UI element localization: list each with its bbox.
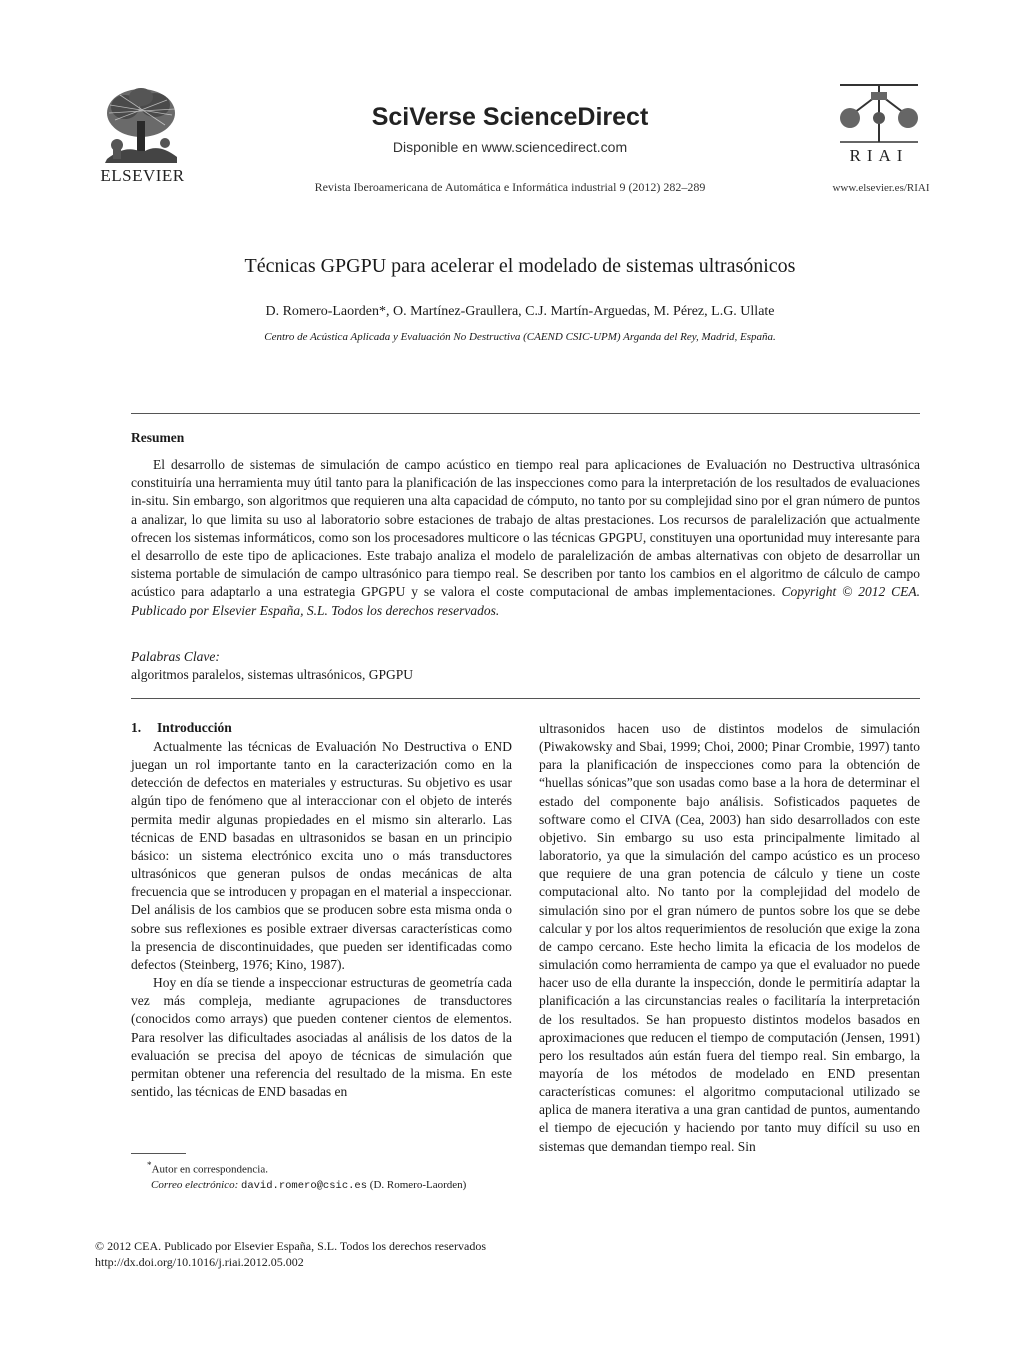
- paragraph: ultrasonidos hacen uso de distintos modelos de simulación (Piwakowsky and Sbai, 1999; Choi, 2000; Pinar Crombie, 1997) tanto para la planificación de inspecciones como para la obtención de “huellas sónicas”que son usadas como base a la hora de determinar el estado del componente bajo análisis. Sofisticados paquetes de software como el CIVA (Cea, 2003) han sido desarrollados con este objetivo. Sin embargo su uso esta principalmente limitado al laboratorio, ya que la simulación del campo acústico es un proceso que requiere de una gran potencia de cálculo y tiene un coste computacional alto. No tanto por la complejidad del modelo de simulación sino por el gran número de puntos sobre los que se debe calcular y por los altos requerimientos de resolución que exige la zona de campo cercano. Este hecho limita la eficacia de los modelos de simulación como herramienta de campo ya que el evaluador no puede hacer uso de ella durante la inspección, donde le permitiría adaptar la planificación a las circunstancias reales o facilitaría la interpretación de los resultados. Se han propuesto distintos modelos basados en aproximaciones que reducen el tiempo de computación (Jensen, 1991) pero los resultados aún están fuera del tiempo real. Sin embargo, la mayoría de los métodos de modelado en END presentan características comunes: el algoritmo computacional utilizado se aplica de manera iterativa a una gran cantidad de puntos, aumentando el tiempo de ejecución y haciendo por tanto muy difícil su uso en sistemas que demandan tiempo real. Sin: [539, 721, 920, 1154]
- email-label: Correo electrónico:: [151, 1178, 239, 1191]
- paragraph: Hoy en día se tiende a inspeccionar estructuras de geometría cada vez más compleja, mediante agrupaciones de transductores (conocidos como arrays) que pueden contener cientos de elementos. Para resolver las dificultades asociadas al análisis de los datos de la evaluación se precisa del apoyo de técnicas de simulación que permitan obtener una referencia del resultado de la misma. En este sentido, las técnicas de END basadas en: [131, 975, 512, 1099]
- section-title: Introducción: [157, 720, 232, 735]
- footnote: [131, 1158, 512, 1194]
- riai-logo: [836, 82, 922, 172]
- page-footer: [95, 1238, 486, 1270]
- keywords-values: algoritmos paralelos, sistemas ultrasónicos, GPGPU: [131, 667, 413, 682]
- author-affiliation: Centro de Acústica Aplicada y Evaluación No Destructiva (CAEND CSIC-UPM) Arganda del Rey, Madrid, España.: [264, 331, 776, 343]
- elsevier-tree-icon: [95, 85, 187, 165]
- abstract-body: [131, 456, 920, 620]
- abstract-copyright: Copyright © 2012 CEA. Publicado por Elsevier España, S.L. Todos los derechos reservados.: [131, 584, 920, 618]
- footer-copyright: © 2012 CEA. Publicado por Elsevier España, S.L. Todos los derechos reservados: [95, 1239, 486, 1253]
- divider-top: [131, 413, 920, 414]
- keywords-label: Palabras Clave:: [131, 649, 220, 664]
- paper-title: Técnicas GPGPU para acelerar el modelado de sistemas ultrasónicos: [244, 255, 796, 277]
- section-number: 1.: [131, 720, 142, 735]
- email-link[interactable]: david.romero@csic.es: [241, 1179, 368, 1192]
- elsevier-logo: [95, 85, 190, 187]
- email-owner: (D. Romero-Laorden): [369, 1178, 467, 1191]
- journal-citation: Revista Iberoamericana de Automática e Informática industrial 9 (2012) 282–289: [314, 180, 706, 194]
- platform-brand: SciVerse ScienceDirect: [371, 103, 649, 131]
- divider-bottom: [131, 698, 920, 699]
- section-heading: [131, 720, 232, 736]
- footnote-marker: *: [147, 1160, 152, 1170]
- riai-wordmark: RIAI: [849, 146, 909, 165]
- journal-url[interactable]: www.elsevier.es/RIAI: [832, 182, 930, 194]
- footnote-divider: [131, 1153, 186, 1154]
- footnote-correspondence: Autor en correspondencia.: [151, 1163, 268, 1176]
- author-list: D. Romero-Laorden*, O. Martínez-Graullera, C.J. Martín-Arguedas, M. Pérez, L.G. Ullate: [265, 304, 775, 319]
- left-column: [131, 738, 512, 1101]
- right-column: [539, 720, 920, 1156]
- abstract-heading: Resumen: [131, 430, 185, 445]
- abstract-text: El desarrollo de sistemas de simulación de campo acústico en tiempo real para aplicaciones de Evaluación no Destructiva ultrasónica constituiría una herramienta muy útil tanto para la planificación de las inspecciones como para la interpretación de los resultados de evaluaciones in-situ. Sin embargo, son algoritmos que requieren una alta capacidad de cómputo, no tanto por su complejidad sino por el gran número de puntos a analizar, lo que limita su uso al laboratorio sobre estaciones de trabajo de altas prestaciones. Los recursos de paralelización que actualmente ofrecen los sistemas informáticos, como son los procesadores multicore o las técnicas GPGPU, constituyen una oportunidad muy interesante para el desarrollo de este tipo de aplicaciones. Este trabajo analiza el modelo de paralelización de ambas alternativas con objeto de desarrollar un sistema portable de simulación de campo ultrasónico para tiempo real. Se describen por tanto los cambios en el algoritmo de cálculo de campo acústico para adaptarlo a una estrategia GPGPU y se valora el coste computacional de ambas implementaciones.: [131, 457, 920, 600]
- paragraph: Actualmente las técnicas de Evaluación No Destructiva o END juegan un rol importante tanto en la caracterización como en la detección de defectos en materiales y estructuras. Su objetivo es usar algún tipo de fenómeno que al interaccionar con el objeto de interés permita medir algunas propiedades en el mismo sin alterarlo. Las técnicas de END basadas en ultrasonidos se basan en un principio básico: un sistema electrónico excita uno o más transductores ultrasónicos que generan pulsos de ondas mecánicas de alta frecuencia que se introducen y propagan en el material a inspeccionar. Del análisis de los cambios que se producen sobre esta misma onda o sobre sus reflexiones es posible extraer diversas características como la presencia de discontinuidades, que pueden ser identificadas como defectos (Steinberg, 1976; Kino, 1987).: [131, 739, 512, 972]
- riai-emblem-icon: [836, 82, 922, 144]
- doi-link[interactable]: http://dx.doi.org/10.1016/j.riai.2012.05.002: [95, 1255, 304, 1269]
- platform-subtitle[interactable]: Disponible en www.sciencedirect.com: [392, 139, 628, 155]
- elsevier-wordmark: ELSEVIER: [100, 166, 185, 185]
